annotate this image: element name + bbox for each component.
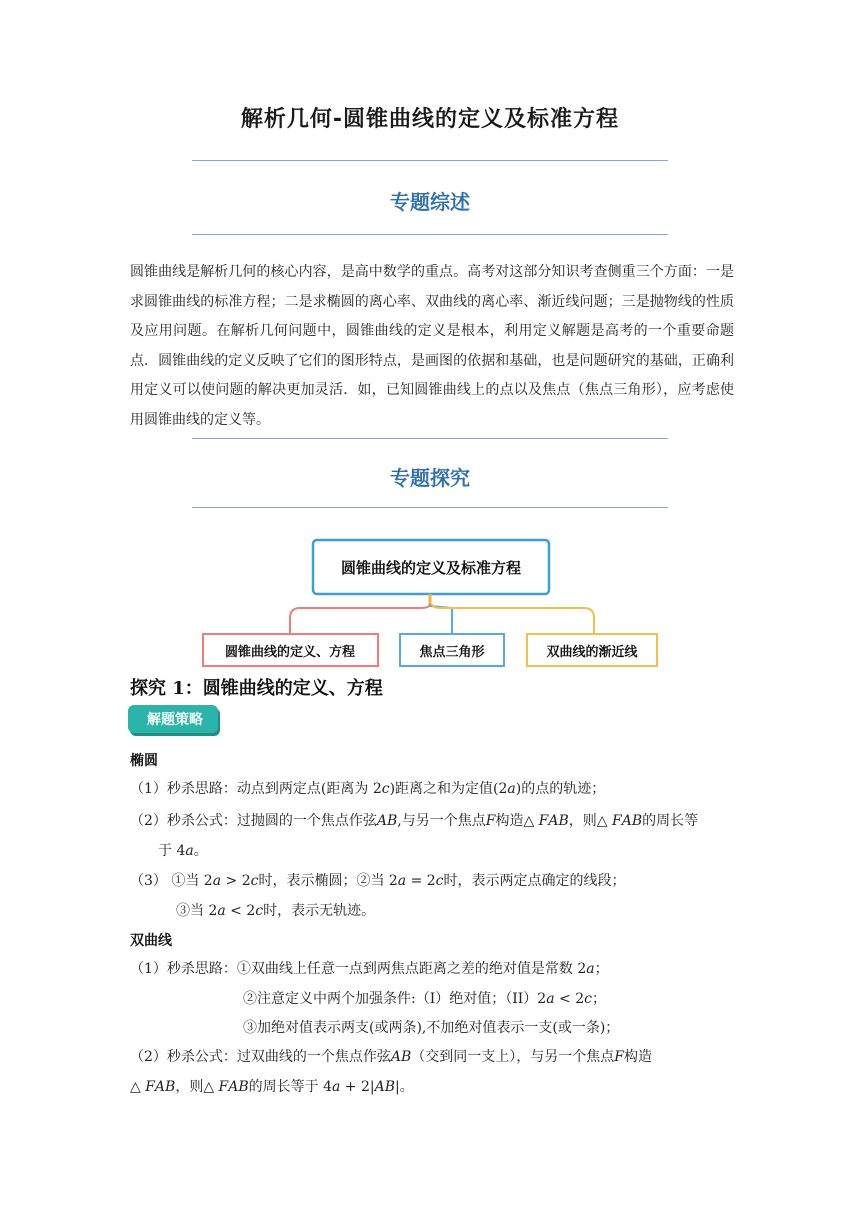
mindmap-child-label-2: 焦点三角形 [419, 645, 485, 660]
mindmap-branch-1 [290, 604, 430, 634]
section-heading-explore: 专题探究 [390, 466, 470, 490]
mindmap-diagram [0, 530, 860, 680]
hyperbola-line-1: （1）秒杀思路：①双曲线上任意一点到两焦点距离之差的绝对值是常数 2𝑎； [130, 961, 609, 977]
divider [192, 438, 668, 439]
section-heading-overview: 专题综述 [390, 190, 470, 214]
strategy-badge [128, 705, 222, 737]
page-title: 解析几何-圆锥曲线的定义及标准方程 [240, 107, 620, 132]
hyperbola-line-2: ②注意定义中两个加强条件:（I）绝对值；（II）2𝑎 < 2𝑐； [243, 991, 606, 1007]
ellipse-line-1: （1）秒杀思路：动点到两定点(距离为 2𝑐)距离之和为定值(2𝑎)的点的轨迹； [130, 781, 606, 797]
mindmap-root-label: 圆锥曲线的定义及标准方程 [340, 559, 522, 577]
ellipse-line-5: ③当 2𝑎 < 2𝑐时，表示无轨迹。 [176, 903, 376, 919]
overview-paragraph: 圆锥曲线是解析几何的核心内容，是高中数学的重点。高考对这部分知识考查侧重三个方面：一是求圆锥曲线的标准方程；二是求椭圆的离心率、双曲线的离心率、渐近线问题；三是抛物线的性质及应用问题。在解析几何问题中，圆锥曲线的定义是根本，利用定义解题是高考的一个重要命题点．圆锥曲线的定义反映了它们的图形特点，是画图的依据和基础，也是问题研究的基础，正确利用定义可以使问题的解决更加灵活．如，已知圆锥曲线上的点以及焦点（焦点三角形），应考虑使用圆锥曲线的定义等。 [130, 264, 734, 428]
ellipse-line-4: （3） ①当 2𝑎 > 2𝑐时，表示椭圆；②当 2𝑎 = 2𝑐时，表示两定点确定的线段； [130, 873, 626, 889]
mindmap-branch-3 [432, 604, 594, 634]
mindmap-branch-2 [430, 606, 452, 634]
hyperbola-line-5: △ 𝐹𝐴𝐵，则△ 𝐹𝐴𝐵的周长等于 4𝑎 + 2|𝐴𝐵|。 [130, 1079, 414, 1095]
mindmap-child-label-1: 圆锥曲线的定义、方程 [224, 645, 356, 660]
divider [192, 160, 668, 161]
explore-heading: 探究 1：圆锥曲线的定义、方程 [130, 678, 383, 699]
hyperbola-line-3: ③加绝对值表示两支(或两条),不加绝对值表示一支(或一条)； [243, 1020, 620, 1036]
hyperbola-subheading: 双曲线 [130, 933, 172, 949]
hyperbola-line-4: （2）秒杀公式：过双曲线的一个焦点作弦𝐴𝐵（交到同一支上），与另一个焦点𝐹构造 [130, 1049, 653, 1065]
ellipse-line-3: 于 4𝑎。 [158, 843, 208, 859]
badge-label: 解题策略 [147, 712, 203, 728]
ellipse-line-2: （2）秒杀公式：过抛圆的一个焦点作弦𝐴𝐵,与另一个焦点𝐹构造△ 𝐹𝐴𝐵，则△ 𝐹𝐴𝐵的周长等 [130, 813, 699, 829]
mindmap-child-label-3: 双曲线的渐近线 [546, 645, 638, 660]
divider [192, 234, 668, 235]
ellipse-subheading: 椭圆 [130, 753, 158, 769]
divider [192, 507, 668, 508]
